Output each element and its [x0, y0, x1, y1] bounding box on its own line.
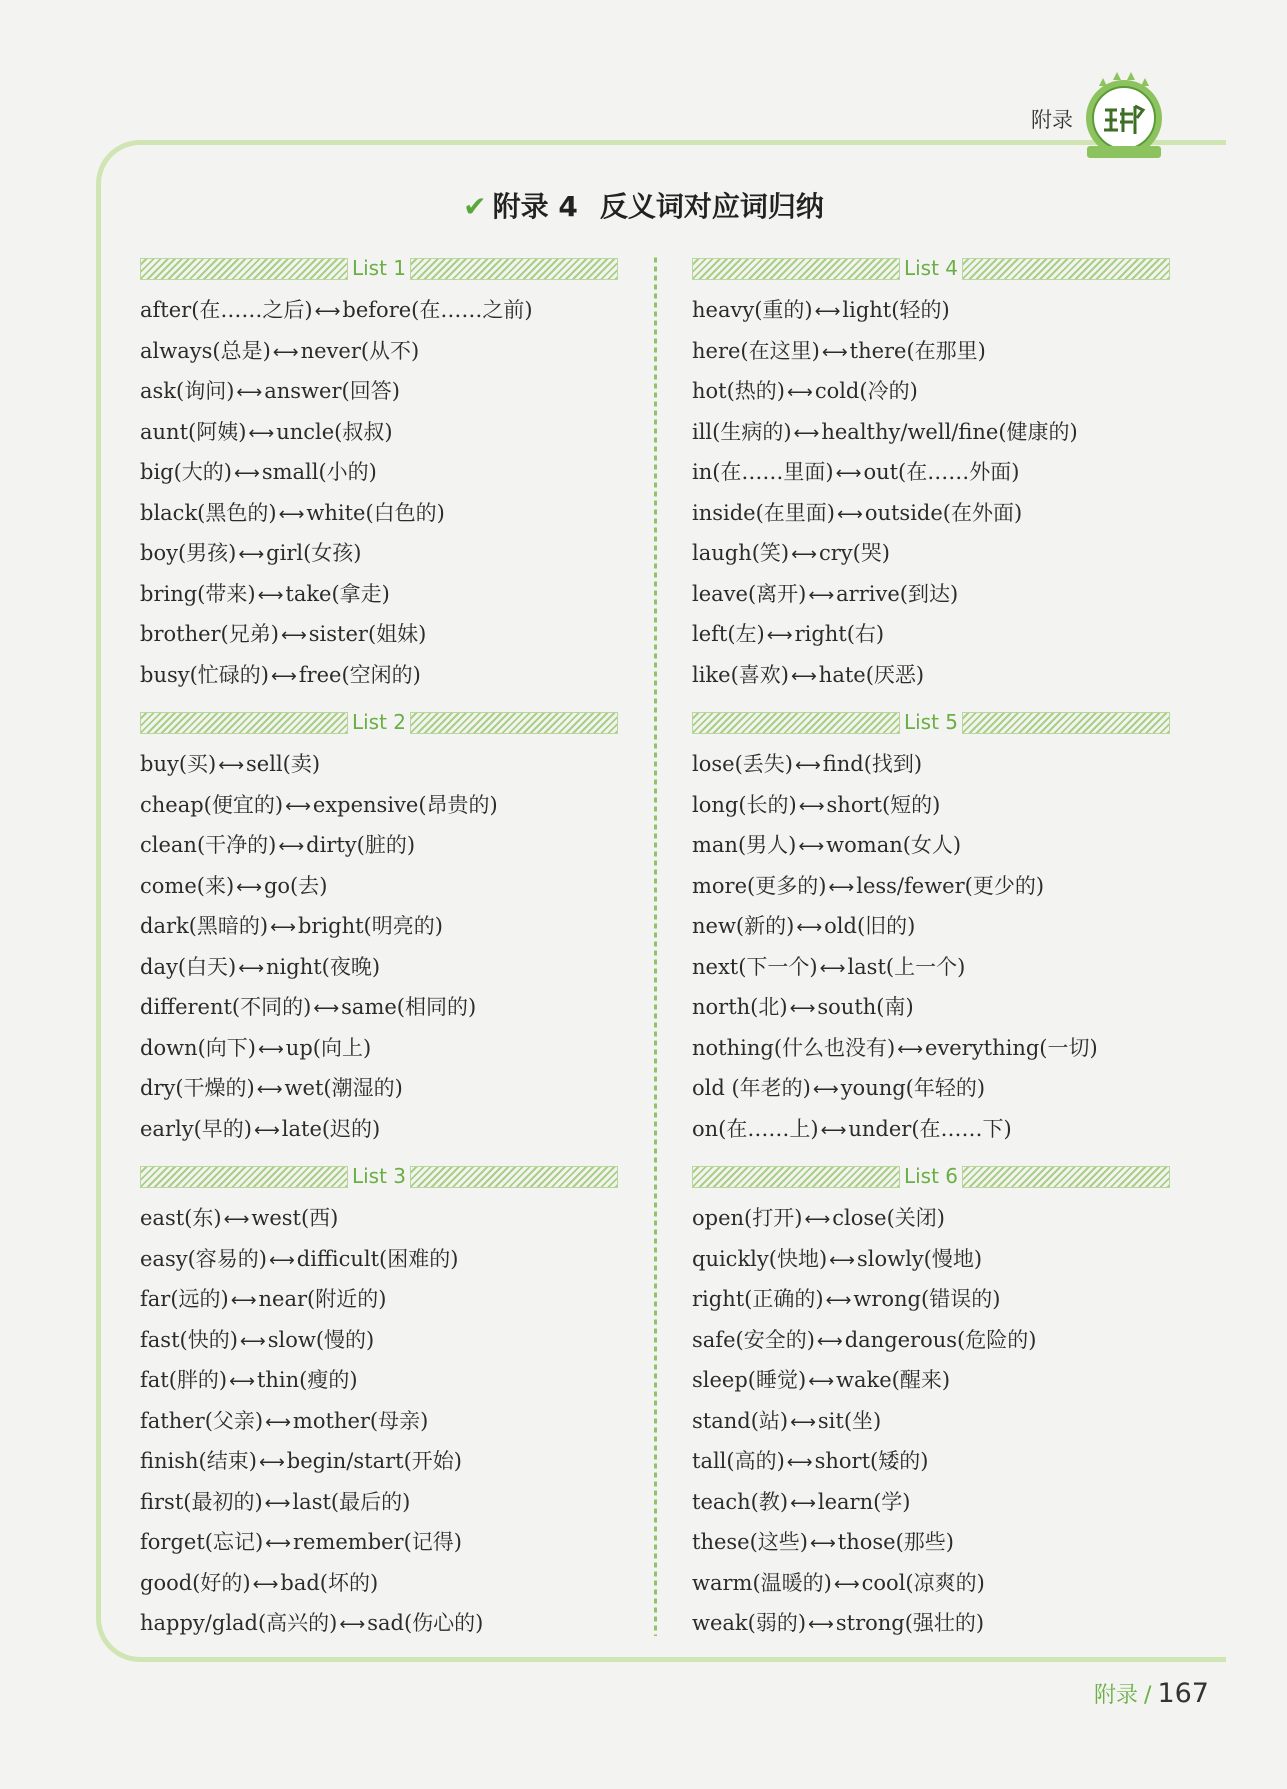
- antonym: cry(哭): [818, 541, 890, 565]
- footer-separator: /: [1144, 1683, 1152, 1708]
- double-arrow-icon: ⟷: [791, 544, 817, 565]
- word: right(正确的): [692, 1287, 824, 1311]
- word: big(大的): [140, 460, 232, 484]
- antonym: short(短的): [826, 792, 941, 817]
- word: fat(胖的): [140, 1368, 228, 1392]
- antonym-pair: [692, 1279, 1170, 1320]
- word-list-section: [140, 258, 618, 710]
- antonym: begin/start(开始): [286, 1449, 462, 1473]
- antonym: night(夜晚): [266, 954, 381, 979]
- word: early(早的): [140, 1116, 252, 1141]
- double-arrow-icon: ⟷: [804, 1209, 831, 1230]
- antonym: light(轻的): [842, 298, 950, 322]
- antonym-pair: [140, 493, 618, 534]
- antonym-pair: [692, 987, 1170, 1028]
- antonym: slow(慢的): [267, 1327, 375, 1352]
- double-arrow-icon: ⟷: [820, 1119, 847, 1141]
- antonym-pair: [140, 533, 618, 574]
- double-arrow-icon: ⟷: [809, 1533, 836, 1554]
- list-header: [140, 712, 618, 734]
- word: bring(带来): [140, 581, 256, 606]
- double-arrow-icon: ⟷: [828, 876, 855, 898]
- antonym: sister(姐妹): [308, 622, 427, 646]
- antonym-pair: [692, 866, 1170, 907]
- double-arrow-icon: ⟷: [833, 1573, 860, 1595]
- word: finish(结束): [140, 1449, 257, 1473]
- antonym: everything(一切): [925, 1035, 1098, 1060]
- antonym-pair: [692, 533, 1170, 574]
- antonym-pair: [692, 1320, 1170, 1361]
- antonym: right(右): [794, 622, 885, 646]
- left-column: [140, 256, 618, 1635]
- double-arrow-icon: ⟷: [248, 422, 275, 444]
- antonym: late(迟的): [281, 1116, 381, 1141]
- word: far(远的): [140, 1287, 229, 1311]
- antonym-pair: [140, 1401, 618, 1442]
- double-arrow-icon: ⟷: [258, 1452, 285, 1473]
- word: ill(生病的): [692, 419, 792, 444]
- double-arrow-icon: ⟷: [808, 1614, 834, 1635]
- word: man(男人): [692, 833, 797, 857]
- word: these(这些): [692, 1530, 808, 1554]
- title-number: 附录 4: [492, 190, 578, 223]
- double-arrow-icon: ⟷: [272, 341, 299, 363]
- antonym-pair: [140, 412, 618, 453]
- antonym: south(南): [817, 995, 914, 1019]
- antonym-pair: [140, 614, 618, 655]
- double-arrow-icon: ⟷: [265, 1533, 291, 1554]
- double-arrow-icon: ⟷: [837, 503, 863, 525]
- word-list-section: [140, 712, 618, 1164]
- word: quickly(快地): [692, 1246, 828, 1271]
- antonym-pair: [140, 371, 618, 412]
- antonym-pair: [692, 1441, 1170, 1482]
- word: brother(兄弟): [140, 622, 279, 646]
- right-column: [692, 256, 1170, 1635]
- antonym: sell(卖): [246, 752, 321, 776]
- antonym: old(旧的): [824, 914, 916, 938]
- antonym: up(向上): [285, 1035, 372, 1060]
- antonym: learn(学): [817, 1489, 911, 1514]
- double-arrow-icon: ⟷: [271, 665, 297, 687]
- double-arrow-icon: ⟷: [790, 1492, 816, 1514]
- word: left(左): [692, 622, 765, 646]
- word: weak(弱的): [692, 1611, 807, 1635]
- word: here(在这里): [692, 338, 820, 363]
- antonym-pair: [140, 1441, 618, 1482]
- antonym-pair: [140, 655, 618, 696]
- word: different(不同的): [140, 995, 312, 1019]
- word: old (年老的): [692, 1076, 811, 1100]
- word: new(新的): [692, 914, 795, 938]
- antonym-pair: [692, 947, 1170, 988]
- antonym-pair: [140, 1109, 618, 1150]
- antonym-pair: [692, 371, 1170, 412]
- double-arrow-icon: ⟷: [766, 625, 793, 646]
- antonym: wet(潮湿的): [284, 1076, 403, 1100]
- word: clean(干净的): [140, 833, 277, 857]
- list-header: [692, 1166, 1170, 1188]
- word: leave(离开): [692, 581, 807, 606]
- antonym-pair: [140, 1028, 618, 1069]
- double-arrow-icon: ⟷: [285, 795, 311, 817]
- word: cheap(便宜的): [140, 792, 284, 817]
- antonym: girl(女孩): [266, 541, 362, 565]
- word: in(在……里面): [692, 460, 834, 484]
- antonym: dirty(脏的): [306, 833, 416, 857]
- antonym-pair: [140, 1198, 618, 1239]
- list-label: List 6: [903, 1164, 959, 1188]
- double-arrow-icon: ⟷: [238, 544, 265, 565]
- double-arrow-icon: ⟷: [812, 1079, 839, 1100]
- antonym: near(附近的): [258, 1287, 387, 1311]
- antonym-pair: [692, 1522, 1170, 1563]
- antonym-pair: [692, 655, 1170, 696]
- double-arrow-icon: ⟷: [829, 1249, 855, 1271]
- word: safe(安全的): [692, 1327, 815, 1352]
- double-arrow-icon: ⟷: [821, 341, 848, 363]
- antonym-pair: [140, 744, 618, 785]
- list-label: List 1: [351, 256, 407, 280]
- word: warm(温暖的): [692, 1570, 832, 1595]
- word: hot(热的): [692, 379, 785, 403]
- double-arrow-icon: ⟷: [268, 1249, 295, 1271]
- double-arrow-icon: ⟷: [835, 463, 862, 484]
- double-arrow-icon: ⟷: [223, 1209, 250, 1230]
- antonym: small(小的): [261, 460, 377, 484]
- word: sleep(睡觉): [692, 1368, 807, 1392]
- word: inside(在里面): [692, 500, 835, 525]
- antonym-pair: [692, 412, 1170, 453]
- double-arrow-icon: ⟷: [825, 1290, 852, 1311]
- antonym: cool(凉爽的): [861, 1570, 985, 1595]
- double-arrow-icon: ⟷: [280, 625, 307, 646]
- antonym: answer(回答): [264, 379, 400, 403]
- word: boy(男孩): [140, 541, 237, 565]
- double-arrow-icon: ⟷: [253, 1119, 280, 1141]
- word: black(黑色的): [140, 500, 277, 525]
- word: come(来): [140, 873, 235, 898]
- antonym: young(年轻的): [840, 1076, 986, 1100]
- word: fast(快的): [140, 1327, 238, 1352]
- word: dry(干燥的): [140, 1076, 255, 1100]
- antonym-pair: [692, 1198, 1170, 1239]
- antonym-pair: [140, 331, 618, 372]
- word: heavy(重的): [692, 298, 813, 322]
- list-label: List 4: [903, 256, 959, 280]
- antonym-pair: [140, 452, 618, 493]
- word: east(东): [140, 1206, 222, 1230]
- antonym: take(拿走): [285, 581, 390, 606]
- antonym-pair: [692, 1603, 1170, 1644]
- antonym-pair: [692, 825, 1170, 866]
- double-arrow-icon: ⟷: [814, 301, 841, 322]
- word: more(更多的): [692, 873, 827, 898]
- double-arrow-icon: ⟷: [793, 422, 820, 444]
- antonym-pair: [692, 906, 1170, 947]
- antonym: last(上一个): [847, 954, 966, 979]
- double-arrow-icon: ⟷: [218, 755, 245, 776]
- antonym-pair: [692, 452, 1170, 493]
- word: dark(黑暗的): [140, 914, 269, 938]
- antonym: outside(在外面): [864, 500, 1023, 525]
- antonym-pair: [692, 1109, 1170, 1150]
- word: laugh(笑): [692, 541, 790, 565]
- antonym: close(关闭): [832, 1206, 945, 1230]
- antonym: expensive(昂贵的): [312, 792, 498, 817]
- double-arrow-icon: ⟷: [238, 957, 265, 979]
- antonym: dangerous(危险的): [844, 1327, 1037, 1352]
- word-list-section: [692, 258, 1170, 710]
- antonym: find(找到): [822, 752, 923, 776]
- antonym-pair: [692, 1360, 1170, 1401]
- antonym-pair: [140, 1522, 618, 1563]
- double-arrow-icon: ⟷: [798, 795, 825, 817]
- antonym-pair: [692, 1482, 1170, 1523]
- double-arrow-icon: ⟷: [796, 917, 823, 938]
- antonym-pair: [692, 331, 1170, 372]
- antonym: hate(厌恶): [818, 662, 925, 687]
- word: happy/glad(高兴的): [140, 1611, 338, 1635]
- double-arrow-icon: ⟷: [234, 463, 260, 484]
- antonym-pair: [692, 744, 1170, 785]
- antonym-pair: [140, 1360, 618, 1401]
- double-arrow-icon: ⟷: [239, 1330, 266, 1352]
- antonym: west(西): [251, 1206, 339, 1230]
- brand-seal-logo: [1077, 70, 1171, 168]
- antonym: under(在……下): [848, 1116, 1012, 1141]
- double-arrow-icon: ⟷: [257, 584, 284, 606]
- double-arrow-icon: ⟷: [314, 301, 341, 322]
- double-arrow-icon: ⟷: [236, 876, 262, 898]
- list-header: [140, 258, 618, 280]
- word: buy(买): [140, 752, 217, 776]
- word-list-section: [692, 712, 1170, 1164]
- antonym: thin(瘦的): [256, 1368, 358, 1392]
- double-arrow-icon: ⟷: [270, 917, 296, 938]
- antonym: remember(记得): [292, 1530, 462, 1554]
- antonym-pair: [140, 1603, 618, 1644]
- double-arrow-icon: ⟷: [789, 998, 816, 1019]
- double-arrow-icon: ⟷: [313, 998, 340, 1019]
- word: first(最初的): [140, 1489, 263, 1514]
- antonym-pair: [140, 947, 618, 988]
- antonym-pair: [140, 1239, 618, 1280]
- antonym: before(在……之前): [342, 298, 533, 322]
- word: after(在……之后): [140, 298, 313, 322]
- double-arrow-icon: ⟷: [786, 1452, 813, 1473]
- list-label: List 3: [351, 1164, 407, 1188]
- antonym: short(矮的): [814, 1449, 929, 1473]
- double-arrow-icon: ⟷: [236, 382, 263, 403]
- antonym-pair: [692, 614, 1170, 655]
- double-arrow-icon: ⟷: [256, 1079, 283, 1100]
- page-footer: [1094, 1678, 1209, 1709]
- word: busy(忙碌的): [140, 662, 269, 687]
- double-arrow-icon: ⟷: [230, 1290, 257, 1311]
- antonym: healthy/well/fine(健康的): [821, 419, 1078, 444]
- double-arrow-icon: ⟷: [278, 503, 305, 525]
- antonym-pair: [140, 1320, 618, 1361]
- double-arrow-icon: ⟷: [257, 1038, 284, 1060]
- antonym-pair: [692, 574, 1170, 615]
- antonym-pair: [692, 1563, 1170, 1604]
- word-list-section: [692, 1164, 1170, 1635]
- title-text: 反义词对应词归纳: [599, 190, 824, 223]
- double-arrow-icon: ⟷: [794, 755, 821, 776]
- page-number: 167: [1157, 1678, 1209, 1709]
- antonym-pair: [692, 1068, 1170, 1109]
- antonym: strong(强壮的): [835, 1611, 985, 1635]
- word: like(喜欢): [692, 662, 789, 687]
- antonym: mother(母亲): [292, 1408, 429, 1433]
- antonym-pair: [140, 866, 618, 907]
- double-arrow-icon: ⟷: [808, 584, 835, 606]
- double-arrow-icon: ⟷: [819, 957, 846, 979]
- word: tall(高的): [692, 1449, 785, 1473]
- word-list-section: [140, 1164, 618, 1635]
- antonym: sit(坐): [817, 1408, 882, 1433]
- antonym-pair: [692, 1028, 1170, 1069]
- double-arrow-icon: ⟷: [816, 1330, 843, 1352]
- antonym-pair: [140, 1068, 618, 1109]
- antonym-pair: [140, 906, 618, 947]
- antonym: go(去): [263, 873, 328, 898]
- word: day(白天): [140, 954, 237, 979]
- double-arrow-icon: ⟷: [339, 1614, 366, 1635]
- antonym: uncle(叔叔): [276, 419, 393, 444]
- word: aunt(阿姨): [140, 419, 247, 444]
- antonym: those(那些): [837, 1530, 954, 1554]
- antonym-pair: [692, 493, 1170, 534]
- footer-section: 附录: [1094, 1683, 1139, 1708]
- antonym-pair: [692, 290, 1170, 331]
- antonym: wake(醒来): [836, 1368, 951, 1392]
- word: nothing(什么也没有): [692, 1035, 896, 1060]
- word: forget(忘记): [140, 1530, 264, 1554]
- word: good(好的): [140, 1570, 251, 1595]
- word: on(在……上): [692, 1116, 819, 1141]
- antonym: wrong(错误的): [853, 1287, 1001, 1311]
- antonym: bright(明亮的): [297, 914, 443, 938]
- double-arrow-icon: ⟷: [790, 1411, 816, 1433]
- antonym-pair: [140, 1279, 618, 1320]
- word: open(打开): [692, 1206, 803, 1230]
- checkmark-icon: ✔: [463, 190, 487, 223]
- antonym: difficult(困难的): [296, 1246, 459, 1271]
- antonym-pair: [692, 1401, 1170, 1442]
- double-arrow-icon: ⟷: [790, 665, 817, 687]
- word: easy(容易的): [140, 1246, 267, 1271]
- double-arrow-icon: ⟷: [265, 1411, 291, 1433]
- word: lose(丢失): [692, 752, 793, 776]
- antonym: arrive(到达): [836, 581, 959, 606]
- antonym: cold(冷的): [814, 379, 918, 403]
- double-arrow-icon: ⟷: [798, 836, 825, 857]
- page-title: [0, 185, 1287, 225]
- double-arrow-icon: ⟷: [252, 1573, 279, 1595]
- antonym-pair: [140, 785, 618, 826]
- word: north(北): [692, 995, 788, 1019]
- list-label: List 2: [351, 710, 407, 734]
- antonym: there(在那里): [849, 338, 986, 363]
- word: long(长的): [692, 792, 797, 817]
- double-arrow-icon: ⟷: [264, 1492, 291, 1514]
- word: father(父亲): [140, 1408, 264, 1433]
- list-label: List 5: [903, 710, 959, 734]
- antonym: last(最后的): [292, 1489, 411, 1514]
- word: always(总是): [140, 338, 271, 363]
- antonym-pair: [140, 987, 618, 1028]
- list-header: [692, 712, 1170, 734]
- antonym: out(在……外面): [863, 460, 1020, 484]
- word: teach(教): [692, 1489, 789, 1514]
- list-header: [692, 258, 1170, 280]
- antonym: woman(女人): [826, 833, 962, 857]
- word: next(下一个): [692, 954, 818, 979]
- antonym: sad(伤心的): [367, 1611, 484, 1635]
- antonym: bad(坏的): [280, 1570, 379, 1595]
- double-arrow-icon: ⟷: [808, 1371, 834, 1392]
- antonym-pair: [140, 290, 618, 331]
- word: stand(站): [692, 1408, 789, 1433]
- antonym: white(白色的): [306, 500, 445, 525]
- antonym: slowly(慢地): [856, 1246, 983, 1271]
- list-header: [140, 1166, 618, 1188]
- antonym-pair: [692, 1239, 1170, 1280]
- column-divider: [653, 256, 658, 1636]
- antonym-pair: [140, 574, 618, 615]
- header-section-tag: 附录: [1031, 108, 1073, 132]
- word: ask(询问): [140, 379, 235, 403]
- antonym: less/fewer(更少的): [856, 873, 1045, 898]
- antonym-pair: [140, 1482, 618, 1523]
- antonym: free(空闲的): [298, 662, 421, 687]
- double-arrow-icon: ⟷: [278, 836, 305, 857]
- double-arrow-icon: ⟷: [897, 1038, 924, 1060]
- double-arrow-icon: ⟷: [229, 1371, 255, 1392]
- antonym-pair: [140, 1563, 618, 1604]
- antonym: same(相同的): [341, 995, 477, 1019]
- word: down(向下): [140, 1035, 256, 1060]
- antonym-pair: [692, 785, 1170, 826]
- antonym: never(从不): [300, 338, 420, 363]
- antonym-pair: [140, 825, 618, 866]
- double-arrow-icon: ⟷: [787, 382, 813, 403]
